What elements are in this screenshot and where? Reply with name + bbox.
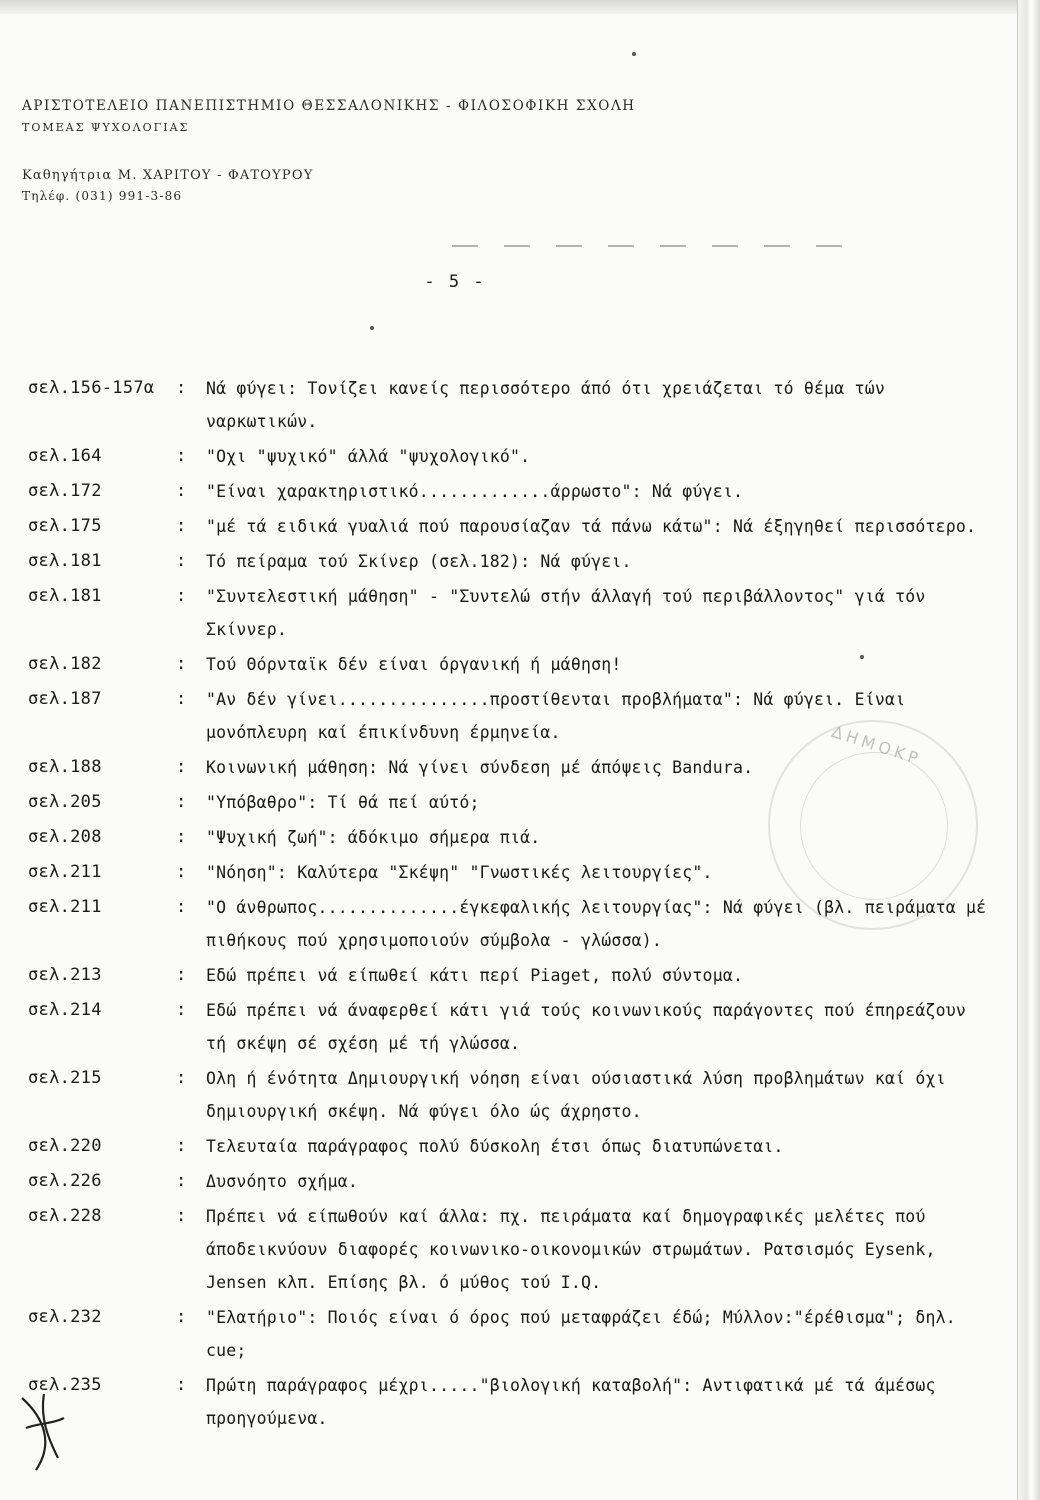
separator: : bbox=[176, 654, 187, 674]
separator: : bbox=[176, 1136, 187, 1156]
page-reference: σελ.228 bbox=[28, 1206, 102, 1226]
separator: : bbox=[176, 827, 187, 847]
note-entry bbox=[28, 1130, 988, 1163]
note-text: Εδώ πρέπει νά άναφερθεί κάτι γιά τούς κοινωνικούς παράγοντες πού έπηρεάζουν τή σκέψη σέ σχέση μέ τή γλώσσα. bbox=[206, 1001, 967, 1053]
page-reference: σελ.215 bbox=[28, 1068, 102, 1088]
separator: : bbox=[176, 446, 187, 466]
note-text: "Συντελεστική μάθηση" - "Συντελώ στήν άλλαγή τού περιβάλλοντος" γιά τόν Σκίννερ. bbox=[206, 587, 926, 639]
note-entry bbox=[28, 683, 988, 749]
note-entry bbox=[28, 1369, 988, 1435]
page-binding-edge bbox=[1017, 0, 1040, 1500]
page-reference: σελ.208 bbox=[28, 827, 102, 847]
separator: : bbox=[176, 757, 187, 777]
note-text: "μέ τά ειδικά γυαλιά πού παρουσίαζαν τά πάνω κάτω": Νά έξηγηθεί περισσότερο. bbox=[206, 517, 977, 536]
separator: : bbox=[176, 689, 187, 709]
separator: : bbox=[176, 965, 187, 985]
page-reference: σελ.156-157α bbox=[28, 378, 155, 398]
page-reference: σελ.211 bbox=[28, 897, 102, 917]
review-notes-list bbox=[28, 372, 988, 1437]
note-text: Εδώ πρέπει νά είπωθεί κάτι περί Piaget, πολύ σύντομα. bbox=[206, 966, 744, 985]
page-reference: σελ.172 bbox=[28, 481, 102, 501]
separator: : bbox=[176, 378, 187, 398]
note-text: Κοινωνική μάθηση: Νά γίνει σύνδεση μέ άπόψεις Bandura. bbox=[206, 758, 754, 777]
separator: : bbox=[176, 516, 187, 536]
letterhead bbox=[22, 96, 636, 206]
note-entry bbox=[28, 959, 988, 992]
note-text: Τού Θόρνταϊκ δέν είναι όργανική ή μάθηση! bbox=[206, 655, 622, 674]
phone-number: Τηλέφ. (031) 991-3-86 bbox=[22, 189, 183, 203]
note-entry bbox=[28, 1200, 988, 1299]
separator: : bbox=[176, 792, 187, 812]
university-name: ΑΡΙΣΤΟΤΕΛΕΙΟ ΠΑΝΕΠΙΣΤΗΜΙΟ ΘΕΣΣΑΛΟΝΙΚΗΣ - ΦΙΛΟΣΟΦΙΚΗ ΣΧΟΛΗ bbox=[22, 98, 636, 114]
note-entry bbox=[28, 1165, 988, 1198]
page-reference: σελ.232 bbox=[28, 1307, 102, 1327]
separator: : bbox=[176, 1171, 187, 1191]
note-text: Νά φύγει: Τονίζει κανείς περισσότερο άπό ότι χρειάζεται τό θέμα τών ναρκωτικών. bbox=[206, 379, 885, 431]
ink-speck bbox=[632, 52, 636, 56]
separator: : bbox=[176, 551, 187, 571]
separator: : bbox=[176, 1206, 187, 1226]
page-reference: σελ.188 bbox=[28, 757, 102, 777]
note-text: Τό πείραμα τού Σκίνερ (σελ.182): Νά φύγει. bbox=[206, 552, 632, 571]
professor-name: Καθηγήτρια Μ. ΧΑΡΙΤΟΥ - ΦΑΤΟΥΡΟΥ bbox=[22, 168, 314, 183]
page-reference: σελ.182 bbox=[28, 654, 102, 674]
note-text: Τελευταία παράγραφος πολύ δύσκολη έτσι όπως διατυπώνεται. bbox=[206, 1137, 784, 1156]
note-text: "Ψυχική ζωή": άδόκιμο σήμερα πιά. bbox=[206, 828, 541, 847]
ink-speck bbox=[370, 326, 374, 330]
note-entry bbox=[28, 751, 988, 784]
note-entry bbox=[28, 510, 988, 543]
note-entry bbox=[28, 786, 988, 819]
note-text: "Είναι χαρακτηριστικό.............άρρωστο": Νά φύγει. bbox=[206, 482, 744, 501]
note-entry bbox=[28, 545, 988, 578]
page-reference: σελ.214 bbox=[28, 1000, 102, 1020]
separator: : bbox=[176, 1000, 187, 1020]
separator: : bbox=[176, 897, 187, 917]
page-number: - 5 - bbox=[424, 272, 486, 292]
separator: : bbox=[176, 1375, 187, 1395]
note-entry bbox=[28, 372, 988, 438]
department-name: ΤΟΜΕΑΣ ΨΥΧΟΛΟΓΙΑΣ bbox=[22, 121, 190, 134]
separator: : bbox=[176, 481, 187, 501]
separator: : bbox=[176, 586, 187, 606]
note-text: Πρώτη παράγραφος μέχρι....."βιολογική καταβολή": Αντιφατικά μέ τά άμέσως προηγούμενα. bbox=[206, 1376, 936, 1428]
note-entry bbox=[28, 1062, 988, 1128]
note-entry bbox=[28, 580, 988, 646]
note-text: Δυσνόητο σχήμα. bbox=[206, 1172, 359, 1191]
note-text: "Υπόβαθρο": Τί θά πεί αύτό; bbox=[206, 793, 480, 812]
note-entry bbox=[28, 891, 988, 957]
note-entry bbox=[28, 821, 988, 854]
note-entry bbox=[28, 475, 988, 508]
note-entry bbox=[28, 994, 988, 1060]
stamp-label: ΔΗΜΟΚΡ bbox=[829, 722, 925, 769]
note-text: "Οχι "ψυχικό" άλλά "ψυχολογικό". bbox=[206, 447, 531, 466]
page-reference: σελ.181 bbox=[28, 586, 102, 606]
note-text: "Ο άνθρωπος..............έγκεφαλικής λειτουργίας": Νά φύγει (βλ. πειράματα μέ πιθήκους πού χρησιμοποιούν σύμβολα - γλώσσα). bbox=[206, 898, 987, 950]
note-text: "Ελατήριο": Ποιός είναι ό όρος πού μεταφράζει έδώ; Μύλλον:"έρέθισμα"; δηλ. cue; bbox=[206, 1308, 956, 1360]
page-reference: σελ.205 bbox=[28, 792, 102, 812]
note-text: "Νόηση": Καλύτερα "Σκέψη" "Γνωστικές λειτουργίες". bbox=[206, 863, 713, 882]
separator: : bbox=[176, 1068, 187, 1088]
page-reference: σελ.211 bbox=[28, 862, 102, 882]
page-reference: σελ.164 bbox=[28, 446, 102, 466]
handwritten-mark-icon bbox=[14, 1388, 74, 1478]
page-top-edge bbox=[0, 0, 1040, 14]
separator: : bbox=[176, 1307, 187, 1327]
separator: : bbox=[176, 862, 187, 882]
page-reference: σελ.220 bbox=[28, 1136, 102, 1156]
note-entry bbox=[28, 440, 988, 473]
note-text: "Αν δέν γίνει...............προστίθενται προβλήματα": Νά φύγει. Είναι μονόπλευρη καί έπικίνδυνη έρμηνεία. bbox=[206, 690, 906, 742]
page-reference: σελ.181 bbox=[28, 551, 102, 571]
faint-dash-line bbox=[452, 245, 842, 247]
page-reference: σελ.235 bbox=[28, 1375, 102, 1395]
page-reference: σελ.187 bbox=[28, 689, 102, 709]
page-reference: σελ.213 bbox=[28, 965, 102, 985]
note-text: Πρέπει νά είπωθούν καί άλλα: πχ. πειράματα καί δημογραφικές μελέτες πού άποδεικνύουν διαφορές κοινωνικο-οικονομικών στρωμάτων. Ρατσισμός Eysenk, Jensen κλπ. Επίσης βλ. ό μύθος τού I.Q. bbox=[206, 1207, 936, 1292]
note-entry bbox=[28, 1301, 988, 1367]
note-text: Ολη ή ένότητα Δημιουργική νόηση είναι ούσιαστικά λύση προβλημάτων καί όχι δημιουργική σκέψη. Νά φύγει όλο ώς άχρηστο. bbox=[206, 1069, 946, 1121]
page-reference: σελ.226 bbox=[28, 1171, 102, 1191]
page-reference: σελ.175 bbox=[28, 516, 102, 536]
note-entry bbox=[28, 856, 988, 889]
note-entry bbox=[28, 648, 988, 681]
